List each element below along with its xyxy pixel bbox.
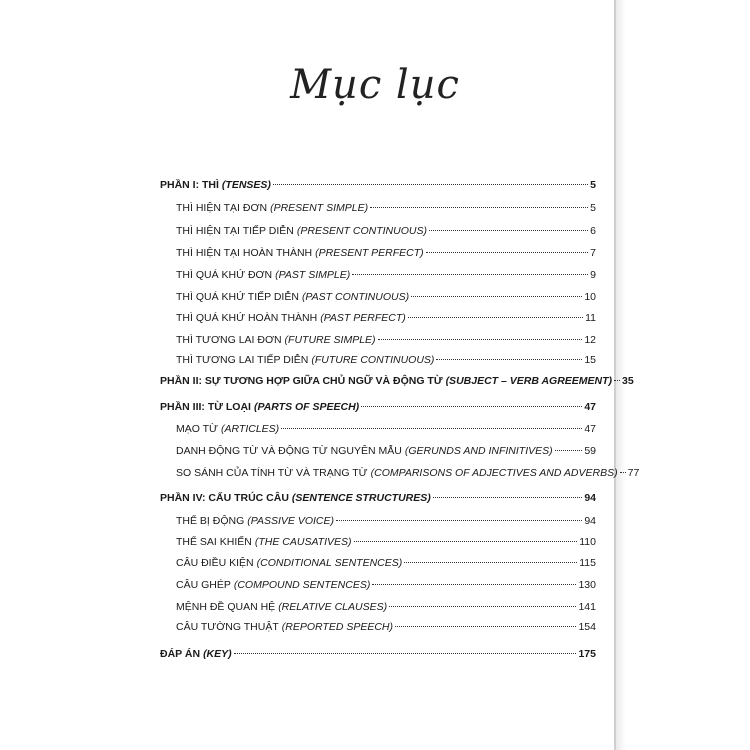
- toc-page-number: 35: [622, 375, 634, 387]
- toc-page-number: 9: [590, 269, 596, 281]
- toc-entry: [176, 311, 596, 326]
- toc-entry-title: THỂ SAI KHIẾN: [176, 536, 252, 548]
- toc-leader-dots: [408, 317, 583, 318]
- toc-entry-title: THỂ BỊ ĐỘNG: [176, 515, 245, 527]
- toc-page-number: 47: [584, 401, 596, 413]
- toc-entry-title: CÂU ĐIỀU KIỆN: [176, 557, 254, 569]
- toc-entry-english: (COMPOUND SENTENCES): [233, 579, 371, 591]
- page-title: Mục lục: [290, 62, 460, 108]
- toc-entry-english: (THE CAUSATIVES): [254, 536, 352, 548]
- toc-page-number: 6: [590, 225, 596, 237]
- toc-entry-english: (PAST SIMPLE): [275, 269, 351, 281]
- toc-entry-english: (COMPARISONS OF ADJECTIVES AND ADVERBS): [370, 467, 618, 479]
- toc-entry-english: (TENSES): [221, 179, 271, 191]
- toc-leader-dots: [354, 541, 578, 542]
- toc-leader-dots: [234, 653, 577, 654]
- toc-page-number: 110: [579, 536, 596, 548]
- toc-entry-english: (CONDITIONAL SENTENCES): [256, 557, 403, 569]
- toc-entry-english: (PASSIVE VOICE): [247, 515, 335, 527]
- toc-leader-dots: [429, 230, 588, 231]
- toc-leader-dots: [273, 184, 588, 185]
- toc-entry: [176, 556, 596, 571]
- toc-leader-dots: [281, 428, 582, 429]
- toc-page-number: 59: [584, 445, 596, 457]
- toc-entry: [176, 444, 596, 459]
- toc-leader-dots: [433, 497, 583, 498]
- toc-page-number: 5: [590, 179, 596, 191]
- toc-entry-english: (GERUNDS AND INFINITIVES): [404, 445, 553, 457]
- toc-entry-title: CÂU GHÉP: [176, 579, 231, 591]
- toc-entry: [176, 201, 596, 216]
- toc-entry-english: (FUTURE CONTINUOUS): [311, 354, 435, 366]
- toc-entry-english: (SENTENCE STRUCTURES): [291, 492, 431, 504]
- toc-entry: [176, 514, 596, 529]
- toc-entry-title: PHẦN I: THÌ: [160, 179, 219, 191]
- toc-entry-english: (RELATIVE CLAUSES): [278, 601, 388, 613]
- toc-part-entry: [160, 178, 596, 193]
- toc-page-number: 175: [578, 648, 596, 660]
- toc-page-number: 154: [578, 621, 596, 633]
- toc-entry: [176, 290, 596, 305]
- toc-entry-title: PHẦN II: SỰ TƯƠNG HỢP GIỮA CHỦ NGỮ VÀ ĐỘNG TỪ: [160, 375, 443, 387]
- toc-page-number: 115: [579, 557, 596, 569]
- toc-page-number: 130: [578, 579, 596, 591]
- toc-entry-title: THÌ TƯƠNG LAI TIẾP DIỄN: [176, 354, 309, 366]
- toc-entry-english: (PAST CONTINUOUS): [301, 291, 410, 303]
- toc-page-number: 5: [590, 202, 596, 214]
- toc-entry: [176, 333, 596, 348]
- toc-entry: [176, 466, 640, 481]
- toc-entry-title: THÌ QUÁ KHỨ HOÀN THÀNH: [176, 312, 318, 324]
- toc-leader-dots: [361, 406, 582, 407]
- toc-entry-english: (FUTURE SIMPLE): [284, 334, 376, 346]
- toc-leader-dots: [352, 274, 588, 275]
- toc-leader-dots: [389, 606, 576, 607]
- toc-entry: [176, 246, 596, 261]
- toc-leader-dots: [436, 359, 582, 360]
- toc-leader-dots: [404, 562, 577, 563]
- toc-entry-title: SO SÁNH CỦA TÍNH TỪ VÀ TRẠNG TỪ: [176, 467, 368, 479]
- toc-entry-english: (KEY): [203, 648, 232, 660]
- toc-entry-title: PHẦN III: TỪ LOẠI: [160, 401, 251, 413]
- toc-page-number: 141: [578, 601, 596, 613]
- toc-part-entry: [160, 400, 596, 415]
- toc-entry: [176, 422, 596, 437]
- toc-leader-dots: [426, 252, 589, 253]
- toc-page-number: 7: [590, 247, 596, 259]
- toc-entry-title: THÌ TƯƠNG LAI ĐƠN: [176, 334, 282, 346]
- toc-entry-english: (ARTICLES): [221, 423, 280, 435]
- toc-entry-title: MẠO TỪ: [176, 423, 219, 435]
- toc-page-number: 47: [584, 423, 596, 435]
- toc-entry-title: MỆNH ĐỀ QUAN HỆ: [176, 601, 276, 613]
- toc-page-number: 94: [584, 492, 596, 504]
- toc-leader-dots: [372, 584, 576, 585]
- toc-entry: [176, 578, 596, 593]
- toc-leader-dots: [370, 207, 588, 208]
- toc-leader-dots: [614, 380, 620, 381]
- toc-entry-title: THÌ QUÁ KHỨ TIẾP DIỄN: [176, 291, 299, 303]
- toc-entry-title: THÌ HIỆN TẠI ĐƠN: [176, 202, 268, 214]
- toc-entry-title: THÌ HIỆN TẠI TIẾP DIỄN: [176, 225, 294, 237]
- toc-entry-title: THÌ QUÁ KHỨ ĐƠN: [176, 269, 273, 281]
- toc-leader-dots: [620, 472, 626, 473]
- toc-entry: [176, 600, 596, 615]
- toc-leader-dots: [411, 296, 582, 297]
- toc-entry-english: (PRESENT CONTINUOUS): [296, 225, 427, 237]
- toc-entry-english: (PARTS OF SPEECH): [253, 401, 360, 413]
- toc-leader-dots: [555, 450, 583, 451]
- toc-leader-dots: [378, 339, 583, 340]
- toc-page-number: 15: [584, 354, 596, 366]
- toc-leader-dots: [336, 520, 582, 521]
- toc-entry: [176, 224, 596, 239]
- toc-entry-title: THÌ HIỆN TẠI HOÀN THÀNH: [176, 247, 313, 259]
- toc-entry-english: (PRESENT SIMPLE): [270, 202, 369, 214]
- toc-page-number: 10: [584, 291, 596, 303]
- toc-part-entry: [160, 647, 596, 662]
- toc-entry: [176, 268, 596, 283]
- toc-entry: [176, 620, 596, 635]
- toc-entry-english: (SUBJECT – VERB AGREEMENT): [445, 375, 613, 387]
- toc-entry-english: (PRESENT PERFECT): [315, 247, 424, 259]
- toc-page-number: 94: [584, 515, 596, 527]
- toc-entry-title: DANH ĐỘNG TỪ VÀ ĐỘNG TỪ NGUYÊN MẪU: [176, 445, 402, 457]
- toc-entry: [176, 535, 596, 550]
- toc-entry-title: ĐÁP ÁN: [160, 648, 201, 660]
- toc-page-number: 11: [585, 312, 596, 324]
- toc-leader-dots: [395, 626, 576, 627]
- toc-page-number: 77: [627, 467, 640, 479]
- toc-part-entry: [160, 374, 634, 389]
- toc-entry-title: CÂU TƯỜNG THUẬT: [176, 621, 279, 633]
- toc-entry-english: (PAST PERFECT): [320, 312, 406, 324]
- toc-page-number: 12: [584, 334, 596, 346]
- toc-part-entry: [160, 491, 596, 506]
- toc-entry-title: PHẦN IV: CẤU TRÚC CÂU: [160, 492, 289, 504]
- toc-entry-english: (REPORTED SPEECH): [281, 621, 394, 633]
- toc-entry: [176, 353, 596, 368]
